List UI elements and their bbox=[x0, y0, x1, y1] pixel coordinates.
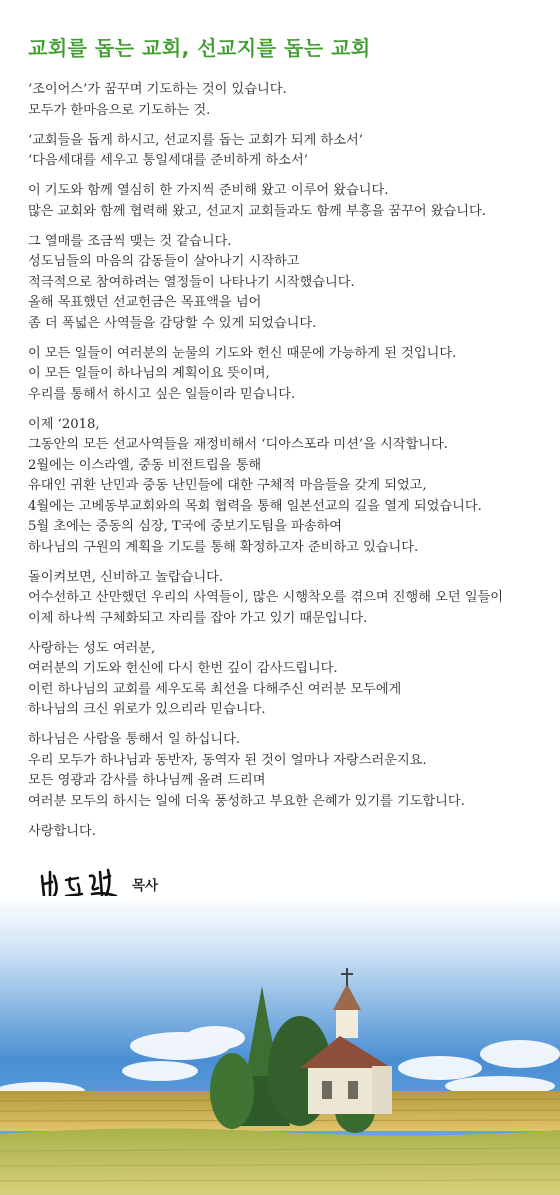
paragraph-line: ‘교회들을 돕게 하시고, 선교지를 돕는 교회가 되게 하소서’ bbox=[28, 132, 363, 148]
paragraph-line: 이 모든 일들이 하나님의 계획이요 뜻이며, bbox=[28, 366, 270, 381]
paragraph-line: 유대인 귀환 난민과 중동 난민들에 대한 구체적 마음들을 갖게 되었고, bbox=[28, 478, 427, 493]
paragraph-line: 2월에는 이스라엘, 중동 비전트립을 통해 bbox=[28, 457, 262, 473]
paragraph-line: 성도님들의 마음의 감동들이 살아나기 시작하고 bbox=[28, 254, 300, 269]
countryside-chapel-image bbox=[0, 896, 560, 1195]
paragraph bbox=[28, 415, 553, 559]
paragraph-line: 이 모든 일들이 여러분의 눈물의 기도와 헌신 때문에 가능하게 된 것입니다. bbox=[28, 345, 457, 361]
paragraph bbox=[28, 131, 553, 172]
paragraph-line: 이런 하나님의 교회를 세우도록 최선을 다해주신 여러분 모두에게 bbox=[28, 681, 402, 697]
letter-body bbox=[28, 80, 553, 852]
paragraph-line: 올해 목표했던 선교헌금은 목표액을 넘어 bbox=[28, 295, 262, 310]
paragraph bbox=[28, 80, 553, 121]
paragraph-line: ‘다음세대를 세우고 통일세대를 준비하게 하소서’ bbox=[28, 153, 308, 168]
paragraph-line: 여러분 모두의 하시는 일에 더욱 풍성하고 부요한 은혜가 있기를 기도합니다. bbox=[28, 793, 465, 809]
paragraph bbox=[28, 344, 553, 406]
paragraph-line: 하나님의 구원의 계획을 기도를 통해 확정하고자 준비하고 있습니다. bbox=[28, 539, 419, 555]
paragraph-line: ‘조이어스’가 꿈꾸며 기도하는 것이 있습니다. bbox=[28, 82, 287, 97]
paragraph-line: 우리를 통해서 하시고 싶은 일들이라 믿습니다. bbox=[28, 386, 296, 402]
paragraph-line: 많은 교회와 함께 협력해 왔고, 선교지 교회들과도 함께 부흥을 꿈꾸어 왔습니다. bbox=[28, 203, 486, 219]
paragraph bbox=[28, 730, 553, 812]
paragraph bbox=[28, 181, 553, 222]
paragraph-line: 그동안의 모든 선교사역들을 재정비해서 ‘디아스포라 미션’을 시작합니다. bbox=[28, 437, 448, 452]
paragraph-line: 여러분의 기도와 헌신에 다시 한번 깊이 감사드립니다. bbox=[28, 661, 338, 676]
paragraph-line: 그 열매를 조금씩 맺는 것 같습니다. bbox=[28, 233, 232, 249]
chapel-landscape-illustration bbox=[0, 896, 560, 1195]
paragraph-line: 이제 하나씩 구체화되고 자리를 잡아 가고 있기 때문입니다. bbox=[28, 610, 368, 626]
paragraph-line: 어수선하고 산만했던 우리의 사역들이, 많은 시행착오를 겪으며 진행해 오던 일들이 bbox=[28, 590, 504, 605]
paragraph bbox=[28, 639, 553, 721]
paragraph-line: 모두가 한마음으로 기도하는 것. bbox=[28, 102, 211, 118]
paragraph-line: 사랑하는 성도 여러분, bbox=[28, 640, 156, 656]
page-title: 교회를 돕는 교회, 선교지를 돕는 교회 bbox=[28, 36, 371, 60]
paragraph bbox=[28, 232, 553, 335]
paragraph-line: 5월 초에는 중동의 심장, T국에 중보기도팀을 파송하여 bbox=[28, 519, 343, 534]
paragraph-line: 사랑합니다. bbox=[28, 823, 96, 839]
paragraph-line: 모든 영광과 감사를 하나님께 올려 드리며 bbox=[28, 773, 266, 788]
paragraph-line: 적극적으로 참여하려는 열정들이 나타나기 시작했습니다. bbox=[28, 274, 355, 290]
paragraph-line: 돌이켜보면, 신비하고 놀랍습니다. bbox=[28, 569, 224, 585]
signature-role: 목사 bbox=[132, 878, 159, 894]
paragraph-line: 이 기도와 함께 열심히 한 가지씩 준비해 왔고 이루어 왔습니다. bbox=[28, 183, 389, 198]
paragraph-line: 이제 ‘2018, bbox=[28, 416, 100, 432]
paragraph bbox=[28, 568, 553, 630]
paragraph-line: 하나님의 크신 위로가 있으리라 믿습니다. bbox=[28, 702, 266, 717]
paragraph-line: 4월에는 고베동부교회와의 목회 협력을 통해 일본선교의 길을 열게 되었습니다. bbox=[28, 498, 482, 514]
paragraph-line: 좀 더 폭넓은 사역들을 감당할 수 있게 되었습니다. bbox=[28, 315, 317, 331]
paragraph-line: 하나님은 사람을 통해서 일 하십니다. bbox=[28, 732, 241, 747]
paragraph bbox=[28, 822, 553, 843]
paragraph-line: 우리 모두가 하나님과 동반자, 동역자 된 것이 얼마나 자랑스러운지요. bbox=[28, 752, 427, 768]
